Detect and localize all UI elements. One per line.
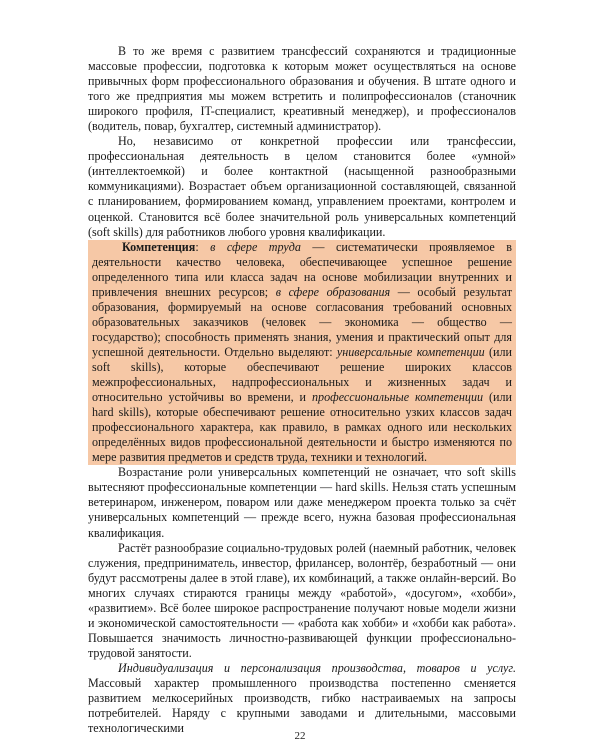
definition-text: (или soft skills), которые обеспечивают решение широких классов межпрофессиональных, надпрофессиональных и жизненных задач и относительно устойчивы во времени, и <box>92 344 512 405</box>
paragraph-soft-vs-hard-skills: Возрастание роли универсальных компетенций не означает, что soft skills вытесняют профессиональные компетенции — hard skills. Нельзя стать успешным ветеринаром, инженером, поваром или даже менеджером проекта только за счёт универсальных компетенций — прежде всего, нужна базовая профессиональная квалификация. <box>88 465 516 540</box>
definition-italic: в сфере образования <box>275 284 391 299</box>
paragraph-smart-activity: Но, независимо от конкретной профессии или трансфессии, профессиональная деятельность в целом становится более «умной» (интеллектоемкой) и более контактной (насыщенной разнообразными коммуникациями). Возрастает объем организационной составляющей, связанной с планированием, формированием команд, управлением проектами, контролем и оценкой. Становится всё более значительной роль универсальных компетенций (soft skills) для работников любого уровня квалификации. <box>88 134 516 239</box>
definition-text: (или hard skills), которые обеспечивают решение относительно узких классов задач профессионального характера, как правило, в рамках одного или нескольких определённых видов профессиональной деятельности и быстро изменяются по мере развития предметов и средств труда, техники и технологий. <box>92 390 513 465</box>
paragraph-lead-italic: Индивидуализация и персонализация производства, товаров и услуг. <box>118 660 516 675</box>
competence-definition-box <box>88 240 516 466</box>
definition-italic: в сфере труда <box>210 239 301 254</box>
definition-text: — систематически проявляемое в деятельности качество человека, обеспечивающее успешное решение определенного типа или класса задач на основе мобилизации внутренних и привлечения внешних ресурсов; <box>92 239 512 299</box>
paragraph-traditional-professions: В то же время с развитием трансфессий сохраняются и традиционные массовые профессии, подготовка к которым может осуществляться на основе привычных форм профессионального образования и обучения. В штате одного и того же предприятия мы можем встретить и полипрофессионалов (станочник широкого профиля, IT-специалист, креативный менеджер), и профессионалов (водитель, повар, бухгалтер, системный администратор). <box>88 44 516 134</box>
definition-italic: универсальные компетенции <box>336 344 485 359</box>
definition-text: — особый результат образования, формируемый на основе согласования требований основных образовательных заказчиков (человек — экономика — общество — государство); способность применять знания, умения и практический опыт для успешной деятельности. Отдельно выделяют: <box>92 284 512 359</box>
paragraph-social-roles: Растёт разнообразие социально-трудовых ролей (наемный работник, человек служения, предприниматель, инвестор, фрилансер, волонтёр, безработный — они будут рассмотрены далее в этой главе), их комбинаций, а также онлайн-версий. Во многих случаях стираются границы между «работой», «досугом», «хобби», «развитием». Всё более широкое распространение получают новые модели жизни и экономической самостоятельности — «работа как хобби» и «хобби как работа». Повышается значимость личностно-развивающей функции профессионально-трудовой занятости. <box>88 540 516 660</box>
page-number: 22 <box>294 730 306 742</box>
definition-italic: профессиональные компетенции <box>311 390 484 405</box>
definition-text: : <box>195 239 211 254</box>
definition-term: Компетенция <box>122 239 196 254</box>
paragraph-text: Массовый характер промышленного производства постепенно сменяется развитием мелкосерийных производств, гибко настраиваемых на запросы потребителей. Наряду с крупными заводами и длительными, массовыми технологическими <box>88 675 516 736</box>
page-body <box>88 44 516 736</box>
paragraph-individualization <box>88 661 516 736</box>
